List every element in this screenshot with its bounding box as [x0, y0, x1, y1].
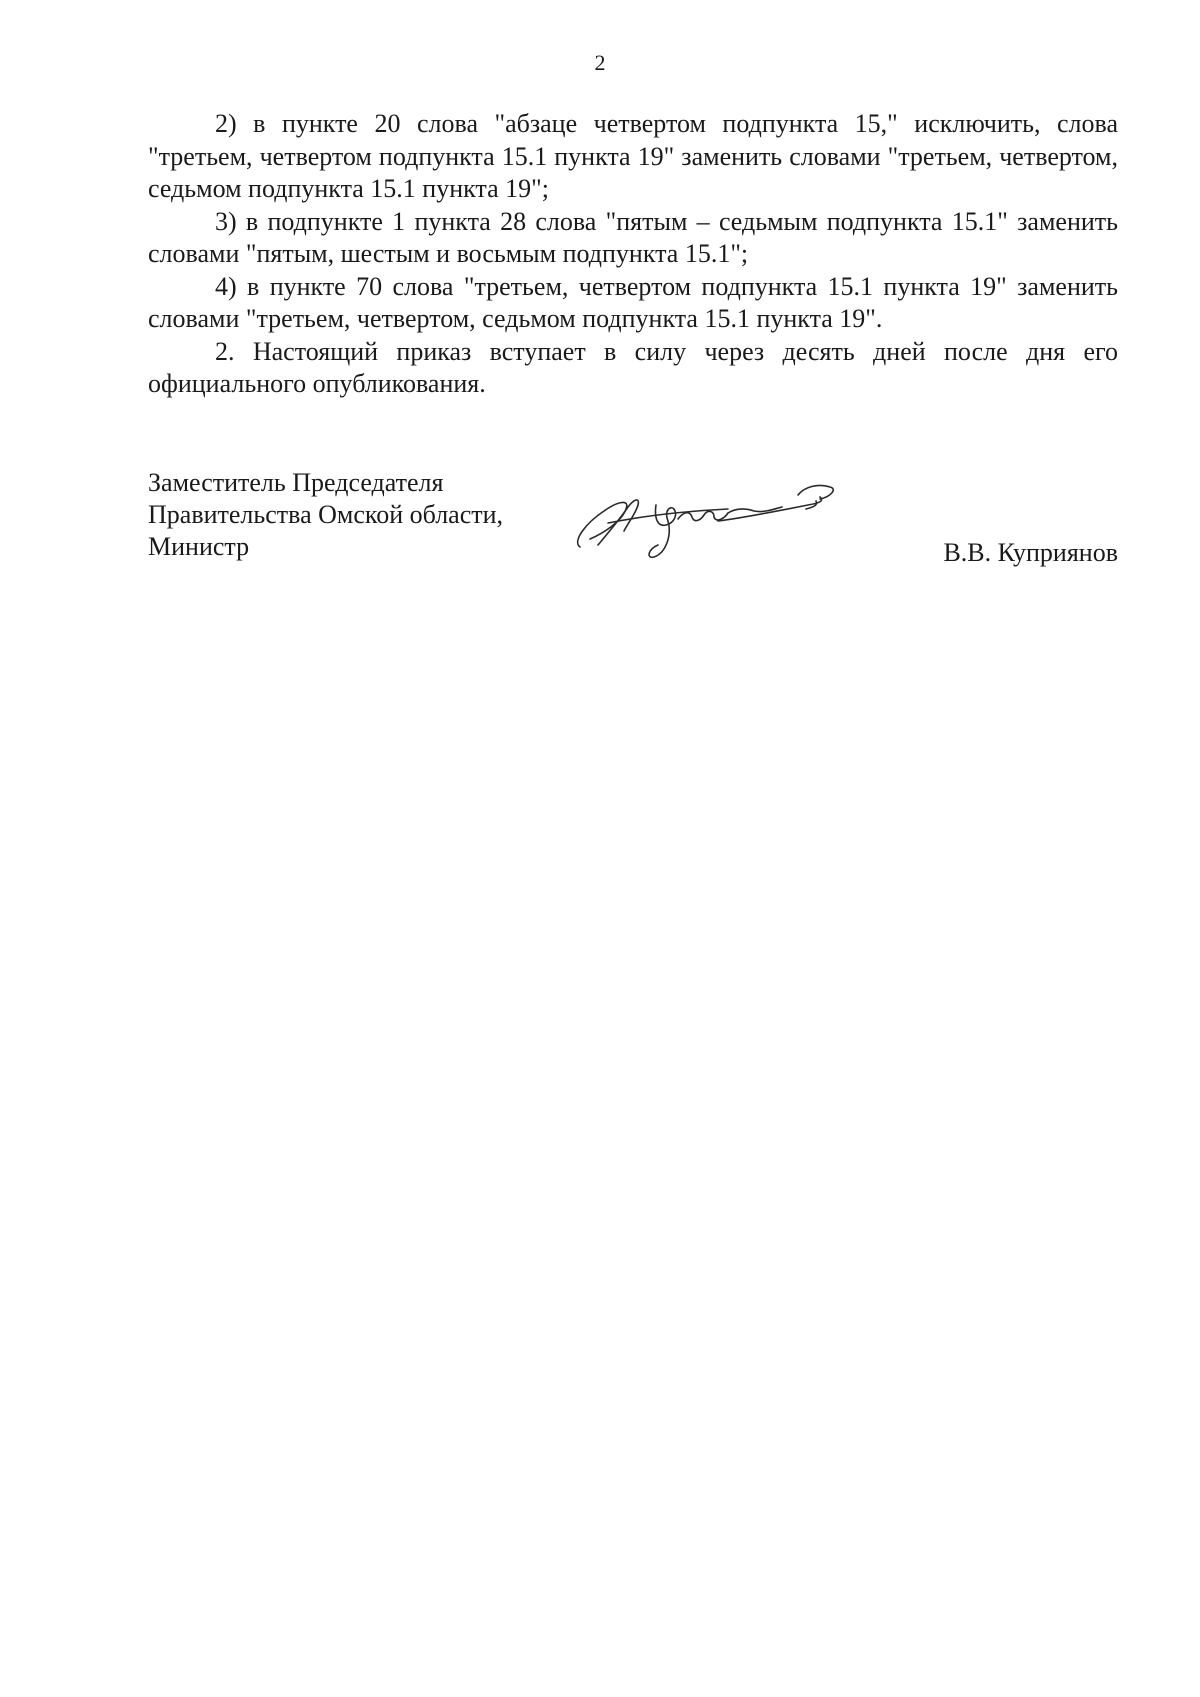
paragraph-clause-2: 2. Настоящий приказ вступает в силу через десять дней после дня его официального опубликования. — [148, 336, 1118, 398]
signer-name: В.В. Куприянов — [943, 538, 1118, 567]
paragraph-item-2: 2) в пункте 20 слова "абзаце четвертом подпункта 15," исключить, слова "третьем, четвертом подпункта 15.1 пункта 19" заменить словами "третьем, четвертом, седьмом подпункта 15.1 пункта 19"; — [148, 109, 1118, 203]
handwritten-signature — [568, 475, 868, 565]
paragraph-item-4: 4) в пункте 70 слова "третьем, четвертом подпункта 15.1 пункта 19" заменить словами "третьем, четвертом, седьмом подпункта 15.1 пункта 19". — [148, 271, 1118, 333]
paragraph-item-3: 3) в подпункте 1 пункта 28 слова "пятым – седьмым подпункта 15.1" заменить словами "пятым, шестым и восьмым подпункта 15.1"; — [148, 206, 1118, 268]
position-line: Министр — [148, 532, 250, 561]
document-body — [148, 108, 1118, 401]
position-line: Правительства Омской области, — [148, 500, 504, 529]
signatory-position — [148, 467, 503, 563]
position-line: Заместитель Председателя — [148, 468, 444, 497]
page-number: 2 — [594, 50, 606, 75]
